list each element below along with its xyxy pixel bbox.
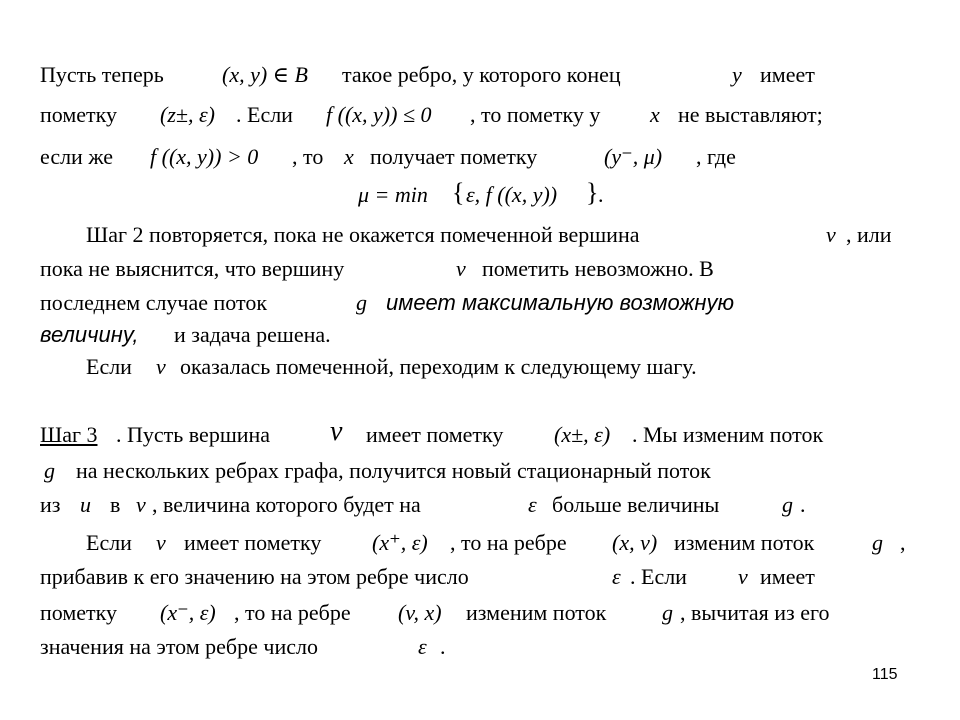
text-segment-l6-2: пометить невозможно. В	[482, 256, 714, 281]
math-expression-l10-2: v	[330, 416, 343, 447]
text-segment-l15-6: , вычитая из его	[680, 600, 830, 625]
text-segment-l8-1: и задача решена.	[174, 322, 331, 347]
min-brace-open: {	[452, 178, 465, 207]
text-segment-l14-2: . Если	[630, 564, 687, 589]
text-segment-l13-4: , то на ребре	[450, 530, 567, 555]
math-expression-l1-3: y	[732, 62, 742, 87]
text-segment-l14-4: имеет	[760, 564, 815, 589]
math-expression-l12-5: ε	[528, 492, 537, 517]
text-segment-l15-0: пометку	[40, 600, 118, 625]
math-expression-l9-1: v	[156, 354, 166, 379]
text-segment-l12-6: больше величины	[552, 492, 720, 517]
math-expression-l12-3: v	[136, 492, 146, 517]
text-segment-l5-0: Шаг 2 повторяется, пока не окажется помеченной вершина	[86, 222, 640, 247]
text-segment-l15-4: изменим поток	[466, 600, 607, 625]
text-segment-l7-2: имеет максимальную возможную	[386, 290, 735, 315]
math-expression-l4-0: μ = min	[358, 182, 428, 207]
math-expression-l13-7: g	[872, 530, 883, 555]
math-expression-l7-1: g	[356, 290, 367, 315]
text-segment-l4-2: .	[598, 182, 604, 207]
math-expression-l2-5: x	[650, 102, 660, 127]
text-segment-l9-0: Если	[86, 354, 132, 379]
text-segment-l16-0: значения на этом ребре число	[40, 634, 318, 659]
text-segment-l10-3: имеет пометку	[366, 422, 504, 447]
math-expression-l14-3: v	[738, 564, 748, 589]
math-expression-l13-5: (x, v)	[612, 530, 658, 555]
math-expression-l15-5: g	[662, 600, 673, 625]
text-segment-l13-6: изменим поток	[674, 530, 815, 555]
text-segment-l10-5: . Мы изменим поток	[632, 422, 824, 447]
math-expression-l3-5: (y⁻, μ)	[604, 144, 663, 169]
text-segment-l3-4: получает пометку	[370, 144, 538, 169]
math-expression-l6-1: v	[456, 256, 466, 281]
math-expression-l10-4: (x±, ε)	[554, 422, 611, 447]
text-segment-l12-2: в	[110, 492, 121, 517]
min-brace-close: }	[586, 178, 599, 207]
text-segment-l5-2: , или	[846, 222, 892, 247]
text-segment-l6-0: пока не выяснится, что вершину	[40, 256, 345, 281]
math-expression-l4-1: ε, f ((x, y))	[466, 182, 558, 207]
math-expression-l12-7: g	[782, 492, 793, 517]
math-expression-l16-1: ε	[418, 634, 427, 659]
math-expression-l11-0: g	[44, 458, 55, 483]
text-segment-l9-2: оказалась помеченной, переходим к следующему шагу.	[180, 354, 697, 379]
text-segment-l15-2: , то на ребре	[234, 600, 351, 625]
math-expression-l15-3: (v, x)	[398, 600, 442, 625]
text-segment-l12-0: из	[40, 492, 61, 517]
text-segment-l7-0: последнем случае поток	[40, 290, 268, 315]
text-segment-l13-2: имеет пометку	[184, 530, 322, 555]
math-expression-l14-1: ε	[612, 564, 621, 589]
text-segment-l2-6: не выставляют;	[678, 102, 823, 127]
math-expression-l3-3: x	[344, 144, 354, 169]
text-segment-l3-2: , то	[292, 144, 324, 169]
math-expression-l5-1: v	[826, 222, 836, 247]
text-segment-l1-0: Пусть теперь	[40, 62, 164, 87]
text-segment-l10-0: Шаг 3	[40, 422, 98, 447]
math-expression-l2-3: f ((x, y)) ≤ 0	[326, 102, 432, 127]
text-segment-l3-6: , где	[696, 144, 736, 169]
math-expression-l3-1: f ((x, y)) > 0	[150, 144, 259, 169]
math-expression-l13-1: v	[156, 530, 166, 555]
math-expression-l1-1: (x, y) ∈ B	[222, 62, 308, 87]
math-expression-l15-1: (x⁻, ε)	[160, 600, 216, 625]
page-number: 115	[872, 666, 898, 683]
text-segment-l1-2: такое ребро, у которого конец	[342, 62, 621, 87]
text-segment-l1-4: имеет	[760, 62, 815, 87]
text-segment-l13-0: Если	[86, 530, 132, 555]
text-segment-l13-8: ,	[900, 530, 906, 555]
text-segment-l10-1: . Пусть вершина	[116, 422, 271, 447]
text-segment-l14-0: прибавив к его значению на этом ребре число	[40, 564, 469, 589]
math-expression-l12-1: u	[80, 492, 91, 517]
text-segment-l8-0: величину,	[40, 322, 139, 347]
text-segment-l11-1: на нескольких ребрах графа, получится новый стационарный поток	[76, 458, 711, 483]
math-expression-l2-1: (z±, ε)	[160, 102, 215, 127]
text-segment-l16-2: .	[440, 634, 446, 659]
text-segment-l12-8: .	[800, 492, 806, 517]
text-segment-l2-2: . Если	[236, 102, 293, 127]
math-expression-l13-3: (x⁺, ε)	[372, 530, 428, 555]
text-segment-l12-4: , величина которого будет на	[152, 492, 421, 517]
text-segment-l2-0: пометку	[40, 102, 118, 127]
text-segment-l2-4: , то пометку у	[470, 102, 601, 127]
text-segment-l3-0: если же	[40, 144, 114, 169]
